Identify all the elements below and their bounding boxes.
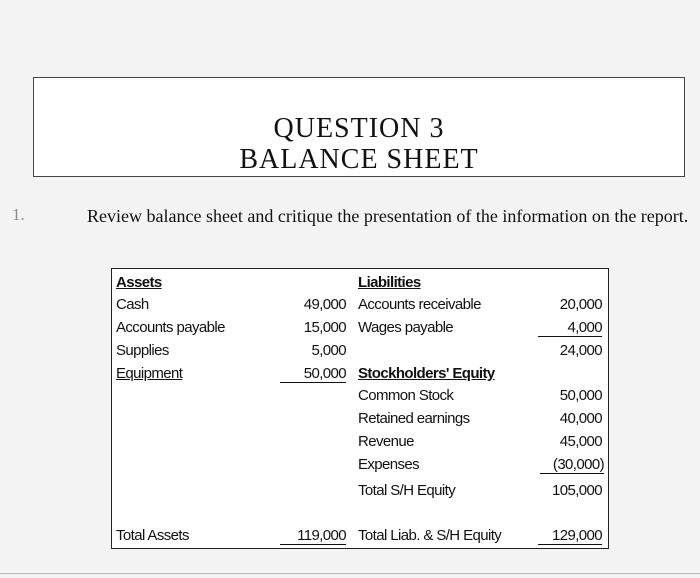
- liabilities-subtotal: 24,000: [559, 342, 602, 359]
- grand-total-label: Total Liab. & S/H Equity: [358, 527, 502, 544]
- balance-sheet-table: [111, 268, 609, 549]
- equity-label-retained-earnings: Retained earnings: [358, 410, 470, 427]
- question-text: Review balance sheet and critique the presentation of the information on the report.: [87, 206, 689, 226]
- equity-total-value: 105,000: [551, 482, 602, 499]
- asset-value-supplies: 5,000: [311, 342, 346, 359]
- liability-value-accounts-receivable: 20,000: [559, 296, 602, 313]
- equity-label-revenue: Revenue: [358, 433, 414, 450]
- equity-label-expenses: Expenses: [358, 456, 420, 473]
- liability-label-accounts-receivable: Accounts receivable: [358, 296, 481, 313]
- page-title: QUESTION 3: [273, 113, 445, 144]
- equity-total-label: Total S/H Equity: [358, 482, 456, 499]
- total-assets-value: 119,000: [280, 527, 346, 545]
- total-assets-label: Total Assets: [116, 527, 189, 544]
- asset-label-equipment: Equipment: [116, 365, 183, 382]
- grand-total-value: 129,000: [538, 527, 602, 545]
- asset-label-cash: Cash: [116, 296, 149, 313]
- question-number: 1.: [12, 205, 25, 224]
- page-divider: [0, 573, 700, 574]
- equity-value-revenue: 45,000: [559, 433, 602, 450]
- equity-heading: Stockholders' Equity: [358, 365, 495, 382]
- equity-value-retained-earnings: 40,000: [559, 410, 602, 427]
- liability-label-wages-payable: Wages payable: [358, 319, 454, 336]
- asset-value-accounts-payable: 15,000: [303, 319, 346, 336]
- liability-value-wages-payable: 4,000: [538, 319, 602, 337]
- equity-value-common-stock: 50,000: [559, 387, 602, 404]
- asset-value-equipment: 50,000: [280, 365, 346, 383]
- liabilities-heading: Liabilities: [358, 274, 421, 291]
- assets-heading: Assets: [116, 274, 162, 291]
- page-subtitle: BALANCE SHEET: [239, 144, 479, 175]
- asset-label-supplies: Supplies: [116, 342, 169, 359]
- asset-label-accounts-payable: Accounts payable: [116, 319, 225, 336]
- equity-value-expenses: (30,000): [540, 456, 604, 474]
- equity-label-common-stock: Common Stock: [358, 387, 454, 404]
- title-box: [33, 77, 685, 177]
- asset-value-cash: 49,000: [303, 296, 346, 313]
